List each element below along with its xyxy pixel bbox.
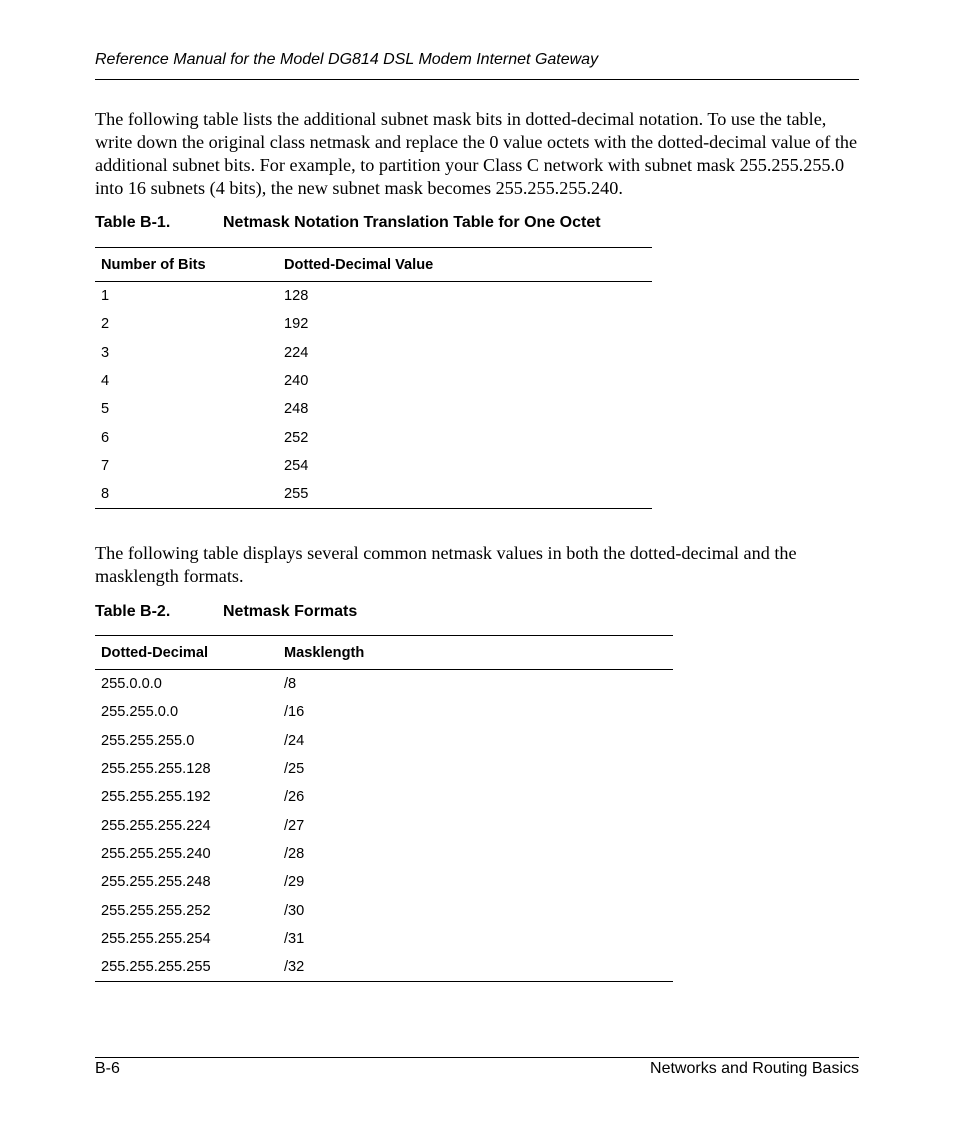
table-cell: /25	[284, 761, 305, 778]
table-row	[95, 896, 673, 924]
table-cell: 255.255.255.240	[101, 845, 211, 862]
column-header: Dotted-Decimal	[95, 636, 278, 670]
table-row	[95, 868, 673, 896]
table-row	[95, 423, 652, 451]
table-row	[95, 310, 652, 338]
table-cell: 252	[284, 429, 309, 446]
table-cell: 128	[284, 288, 309, 305]
table-row	[95, 755, 673, 783]
column-header: Number of Bits	[95, 248, 278, 282]
table-cell: /32	[278, 953, 673, 982]
table-cell: 1	[101, 288, 110, 305]
table-row	[95, 339, 652, 367]
table1-caption	[95, 214, 601, 232]
table-cell: 192	[284, 316, 309, 333]
table-cell: 255	[278, 480, 652, 509]
table-cell: 255.0.0.0	[101, 676, 162, 693]
table-row	[95, 953, 673, 982]
table-cell: 5	[101, 401, 110, 418]
table-cell: 255.255.255.128	[101, 761, 211, 778]
table-header-row	[95, 636, 673, 670]
table-cell: 255.255.255.0	[101, 732, 195, 749]
table-row	[95, 925, 673, 953]
table-cell: 240	[284, 373, 309, 390]
table-row	[95, 783, 673, 811]
table2-caption	[95, 603, 357, 621]
table-row	[95, 282, 652, 311]
table-cell: 248	[284, 401, 309, 418]
table-row	[95, 395, 652, 423]
table-header-row	[95, 248, 652, 282]
table1-number: Table B-1.	[95, 214, 171, 231]
table-cell: /8	[284, 676, 297, 693]
table-cell: 255.255.255.192	[101, 789, 211, 806]
running-header: Reference Manual for the Model DG814 DSL Modem Internet Gateway	[95, 51, 599, 68]
table-cell: 255.255.255.252	[101, 902, 211, 919]
table-row	[95, 367, 652, 395]
table-cell: 255.255.255.255	[95, 953, 278, 982]
table-row	[95, 698, 673, 726]
column-header: Masklength	[278, 636, 673, 670]
table-cell: /30	[284, 902, 305, 919]
table-cell: 224	[284, 344, 309, 361]
table-cell: /29	[284, 874, 305, 891]
table-cell: 255.255.255.254	[101, 930, 211, 947]
table-row	[95, 480, 652, 509]
table-row	[95, 727, 673, 755]
table-row	[95, 840, 673, 868]
footer-section-title: Networks and Routing Basics	[650, 1060, 859, 1077]
table2-number: Table B-2.	[95, 603, 171, 620]
table-cell: 7	[101, 457, 110, 474]
table-cell: 8	[95, 480, 278, 509]
table-cell: /24	[284, 732, 305, 749]
table1-title: Netmask Notation Translation Table for One Octet	[223, 214, 601, 231]
table-row	[95, 670, 673, 699]
table-cell: /16	[284, 704, 305, 721]
netmask-translation-table	[95, 247, 652, 509]
table-cell: 6	[101, 429, 110, 446]
table-cell: /28	[284, 845, 305, 862]
table-cell: /26	[284, 789, 305, 806]
header-rule	[95, 79, 859, 80]
table-cell: 255.255.0.0	[101, 704, 179, 721]
page-number: B-6	[95, 1060, 120, 1077]
table-cell: 4	[101, 373, 110, 390]
table-cell: 3	[101, 344, 110, 361]
table-cell: 254	[284, 457, 309, 474]
table-row	[95, 452, 652, 480]
netmask-formats-table	[95, 635, 673, 982]
table-cell: /27	[284, 817, 305, 834]
table-cell: 255.255.255.248	[101, 874, 211, 891]
table2-title: Netmask Formats	[223, 603, 358, 620]
table-cell: 255.255.255.224	[101, 817, 211, 834]
table-row	[95, 811, 673, 839]
middle-paragraph: The following table displays several common netmask values in both the dotted-decimal and the masklength formats.	[95, 543, 797, 586]
column-header: Dotted-Decimal Value	[278, 248, 652, 282]
footer-rule	[95, 1057, 859, 1058]
intro-paragraph: The following table lists the additional subnet mask bits in dotted-decimal notation. To use the table, write down the original class netmask and replace the 0 value octets with the dotted-decimal value of the additional subnet bits. For example, to partition your Class C network with subnet mask 255.255.255.0 into 16 subnets (4 bits), the new subnet mask becomes 255.255.255.240.	[95, 109, 858, 198]
table-cell: 2	[101, 316, 110, 333]
table-cell: /31	[284, 930, 305, 947]
